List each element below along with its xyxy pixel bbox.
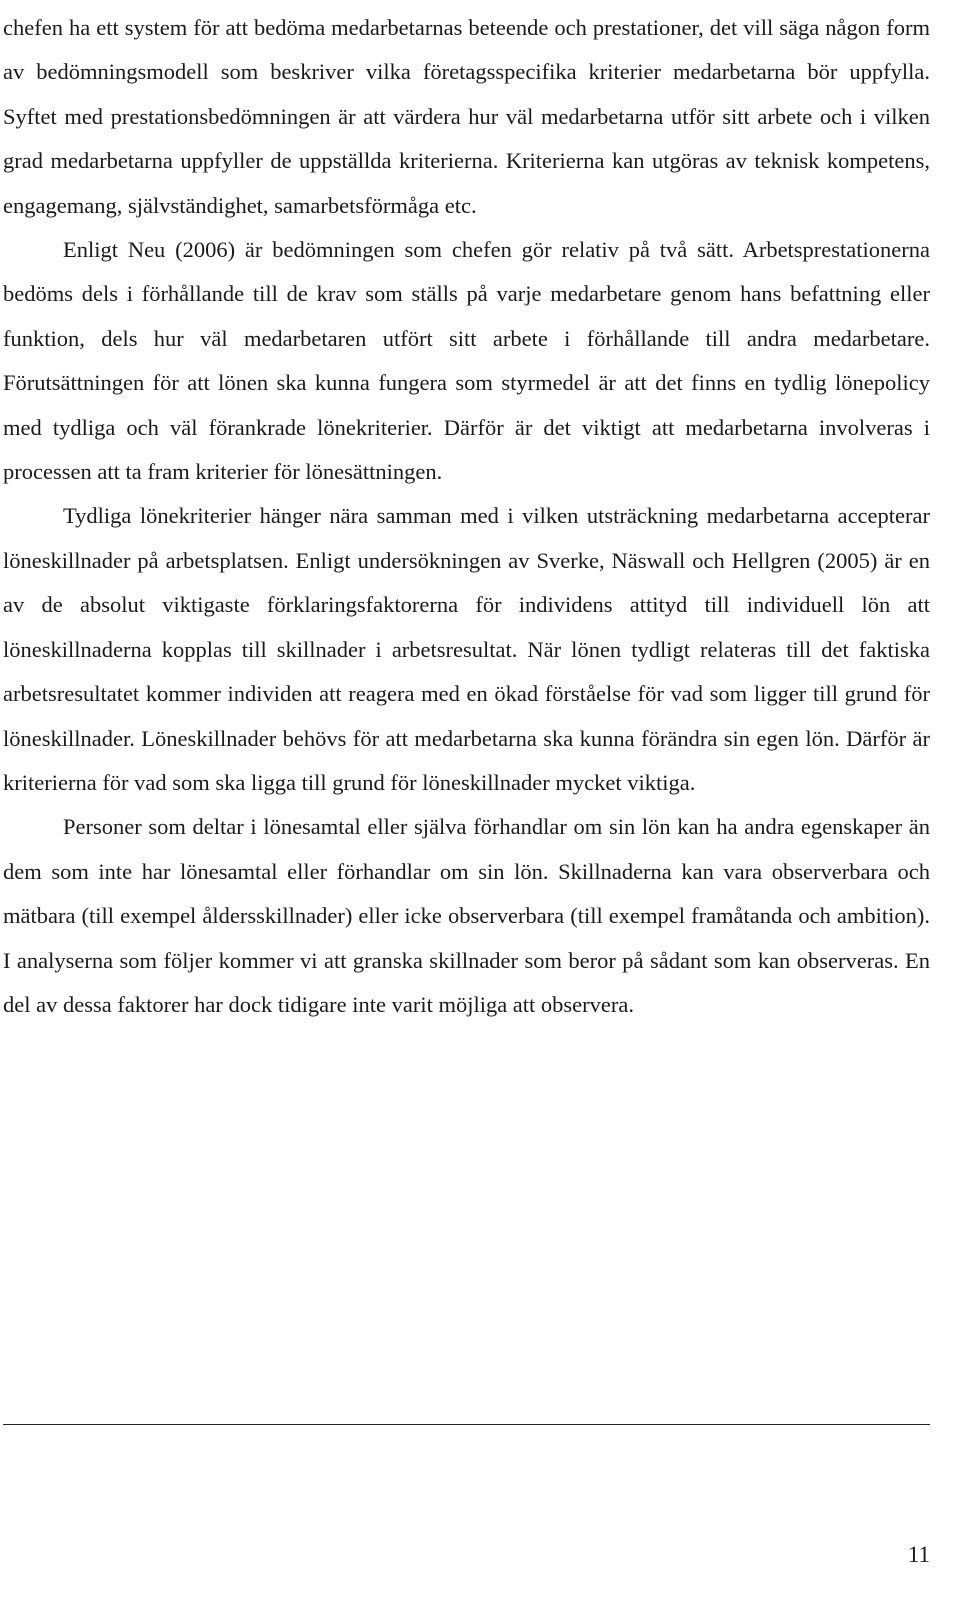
paragraph-lonekriterier: Tydliga lönekriterier hänger nära samman med i vilken utsträckning medarbetarna accepterar löneskillnader på arbetsplatsen. Enligt undersökningen av Sverke, Näswall och Hellgren (2005) är en av de absolut viktigaste förklaringsfaktorerna för individens attityd till individuell lön att löneskillnaderna kopplas till skillnader i arbetsresultat. När lönen tydligt relateras till det faktiska arbetsresultatet kommer individen att reagera med en ökad förståelse för vad som ligger till grund för löneskillnader. Löneskillnader behövs för att medarbetarna ska kunna förändra sin egen lön. Därför är kriterierna för vad som ska ligga till grund för löneskillnader mycket viktiga. <box>3 503 930 795</box>
footnote-divider <box>3 1424 930 1425</box>
paragraph-lonesamtal: Personer som deltar i lönesamtal eller själva förhandlar om sin lön kan ha andra egenskaper än dem som inte har lönesamtal eller förhandlar om sin lön. Skillnaderna kan vara observerbara och mätbara (till exempel åldersskillnader) eller icke observerbara (till exempel framåtanda och ambition). I analyserna som följer kommer vi att granska skillnader som beror på sådant som kan observeras. En del av dessa faktorer har dock tidigare inte varit möjliga att observera. <box>3 814 930 1017</box>
paragraph-neu: Enligt Neu (2006) är bedömningen som chefen gör relativ på två sätt. Arbetsprestationerna bedöms dels i förhållande till de krav som ställs på varje medarbetare genom hans befattning eller funktion, dels hur väl medarbetaren utfört sitt arbete i förhållande till andra medarbetare. Förutsättningen för att lönen ska kunna fungera som styrmedel är att det finns en tydlig lönepolicy med tydliga och väl förankrade lönekriterier. Därför är det viktigt att medarbetarna involveras i processen att ta fram kriterier för lönesättningen. <box>3 237 930 485</box>
paragraph-continuation: chefen ha ett system för att bedöma medarbetarnas beteende och prestationer, det vill säga någon form av bedömningsmodell som beskriver vilka företagsspecifika kriterier medarbetarna bör uppfylla. Syftet med prestationsbedömningen är att värdera hur väl medarbetarna utför sitt arbete och i vilken grad medarbetarna uppfyller de uppställda kriterierna. Kriterierna kan utgöras av teknisk kompetens, engagemang, självständighet, samarbetsförmåga etc. <box>3 15 930 218</box>
body-text <box>3 6 930 1027</box>
page-number: 11 <box>907 1542 930 1567</box>
